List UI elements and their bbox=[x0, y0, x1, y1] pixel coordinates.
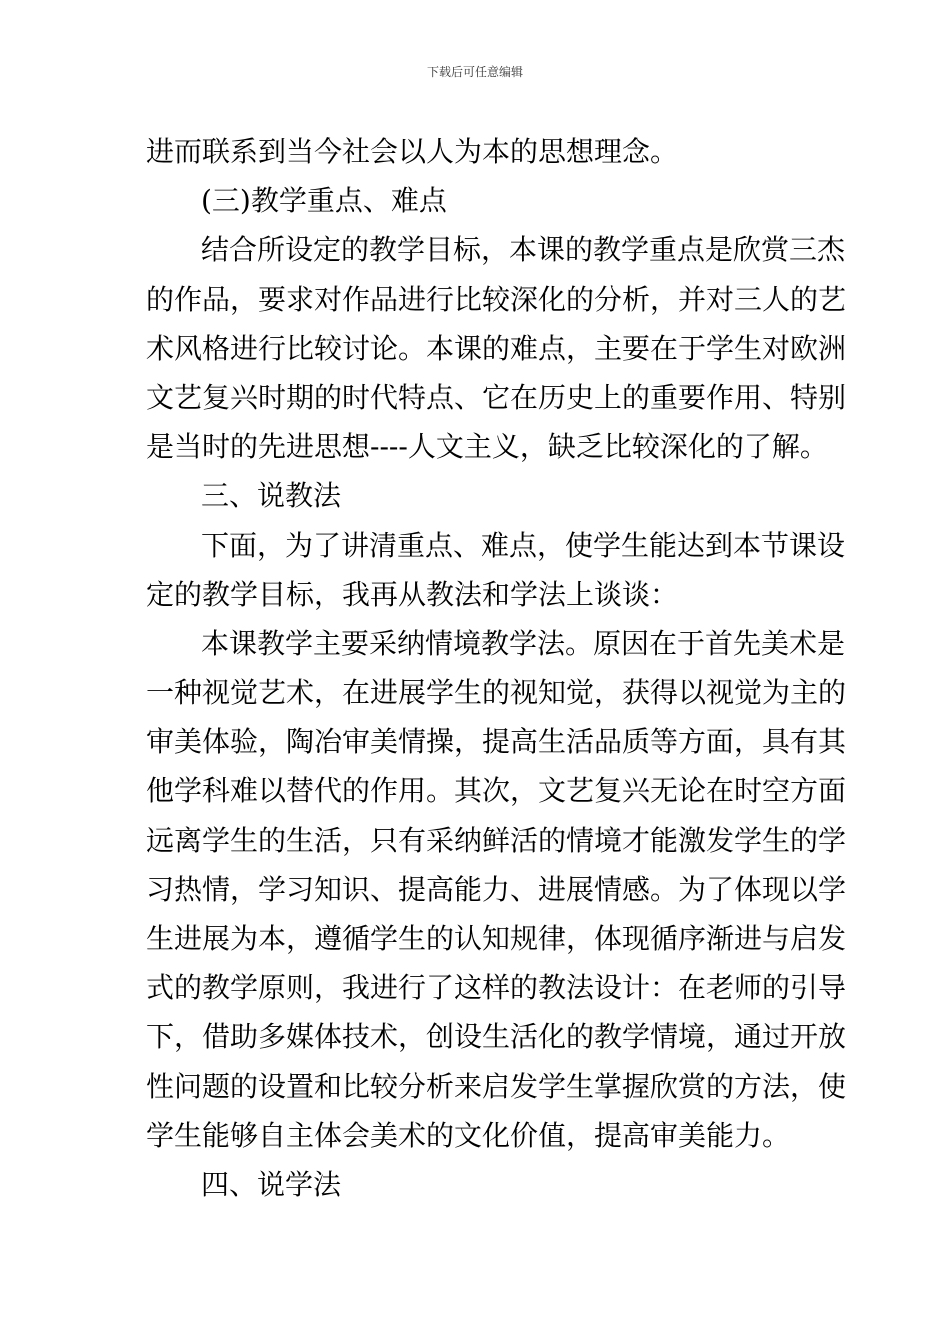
section-heading: (三)教学重点、难点 bbox=[201, 184, 447, 218]
paragraph-line: 远离学生的生活，只有采纳鲜活的情境才能激发学生的学 bbox=[146, 823, 847, 857]
paragraph-line: 定的教学目标，我再从教法和学法上谈谈： bbox=[146, 577, 679, 611]
paragraph-line: 进而联系到当今社会以人为本的思想理念。 bbox=[146, 135, 679, 168]
paragraph-line: 是当时的先进思想----人文主义，缺乏比较深化的了解。 bbox=[146, 430, 828, 464]
page-header: 下载后可任意编辑 bbox=[426, 65, 523, 79]
paragraph-line: 本课教学主要采纳情境教学法。原因在于首先美术是 bbox=[201, 626, 846, 660]
paragraph-line: 学生能够自主体会美术的文化价值，提高审美能力。 bbox=[146, 1118, 791, 1152]
paragraph-line: 文艺复兴时期的时代特点、它在历史上的重要作用、特别 bbox=[146, 380, 847, 414]
document-body bbox=[146, 127, 847, 1209]
paragraph-line: 习热情，学习知识、提高能力、进展情感。为了体现以学 bbox=[146, 872, 847, 906]
paragraph-line: 性问题的设置和比较分析来启发学生掌握欣赏的方法，使 bbox=[146, 1069, 847, 1103]
paragraph-line: 术风格进行比较讨论。本课的难点，主要在于学生对欧洲 bbox=[146, 331, 847, 365]
paragraph-line: 他学科难以替代的作用。其次，文艺复兴无论在时空方面 bbox=[146, 774, 847, 808]
paragraph-line: 下面，为了讲清重点、难点，使学生能达到本节课设 bbox=[201, 528, 846, 562]
paragraph-line: 结合所设定的教学目标，本课的教学重点是欣赏三杰 bbox=[201, 233, 846, 267]
paragraph-line: 一种视觉艺术，在进展学生的视知觉，获得以视觉为主的 bbox=[146, 676, 847, 710]
paragraph-line: 审美体验，陶冶审美情操，提高生活品质等方面，具有其 bbox=[146, 725, 847, 759]
paragraph-line: 式的教学原则，我进行了这样的教法设计：在老师的引导 bbox=[146, 971, 847, 1005]
paragraph-line: 下，借助多媒体技术，创设生活化的教学情境，通过开放 bbox=[146, 1020, 847, 1054]
section-heading: 四、说学法 bbox=[201, 1167, 342, 1201]
section-heading: 三、说教法 bbox=[201, 479, 342, 513]
paragraph-line: 的作品，要求对作品进行比较深化的分析，并对三人的艺 bbox=[146, 282, 847, 316]
paragraph-line: 生进展为本，遵循学生的认知规律，体现循序渐进与启发 bbox=[146, 922, 847, 955]
